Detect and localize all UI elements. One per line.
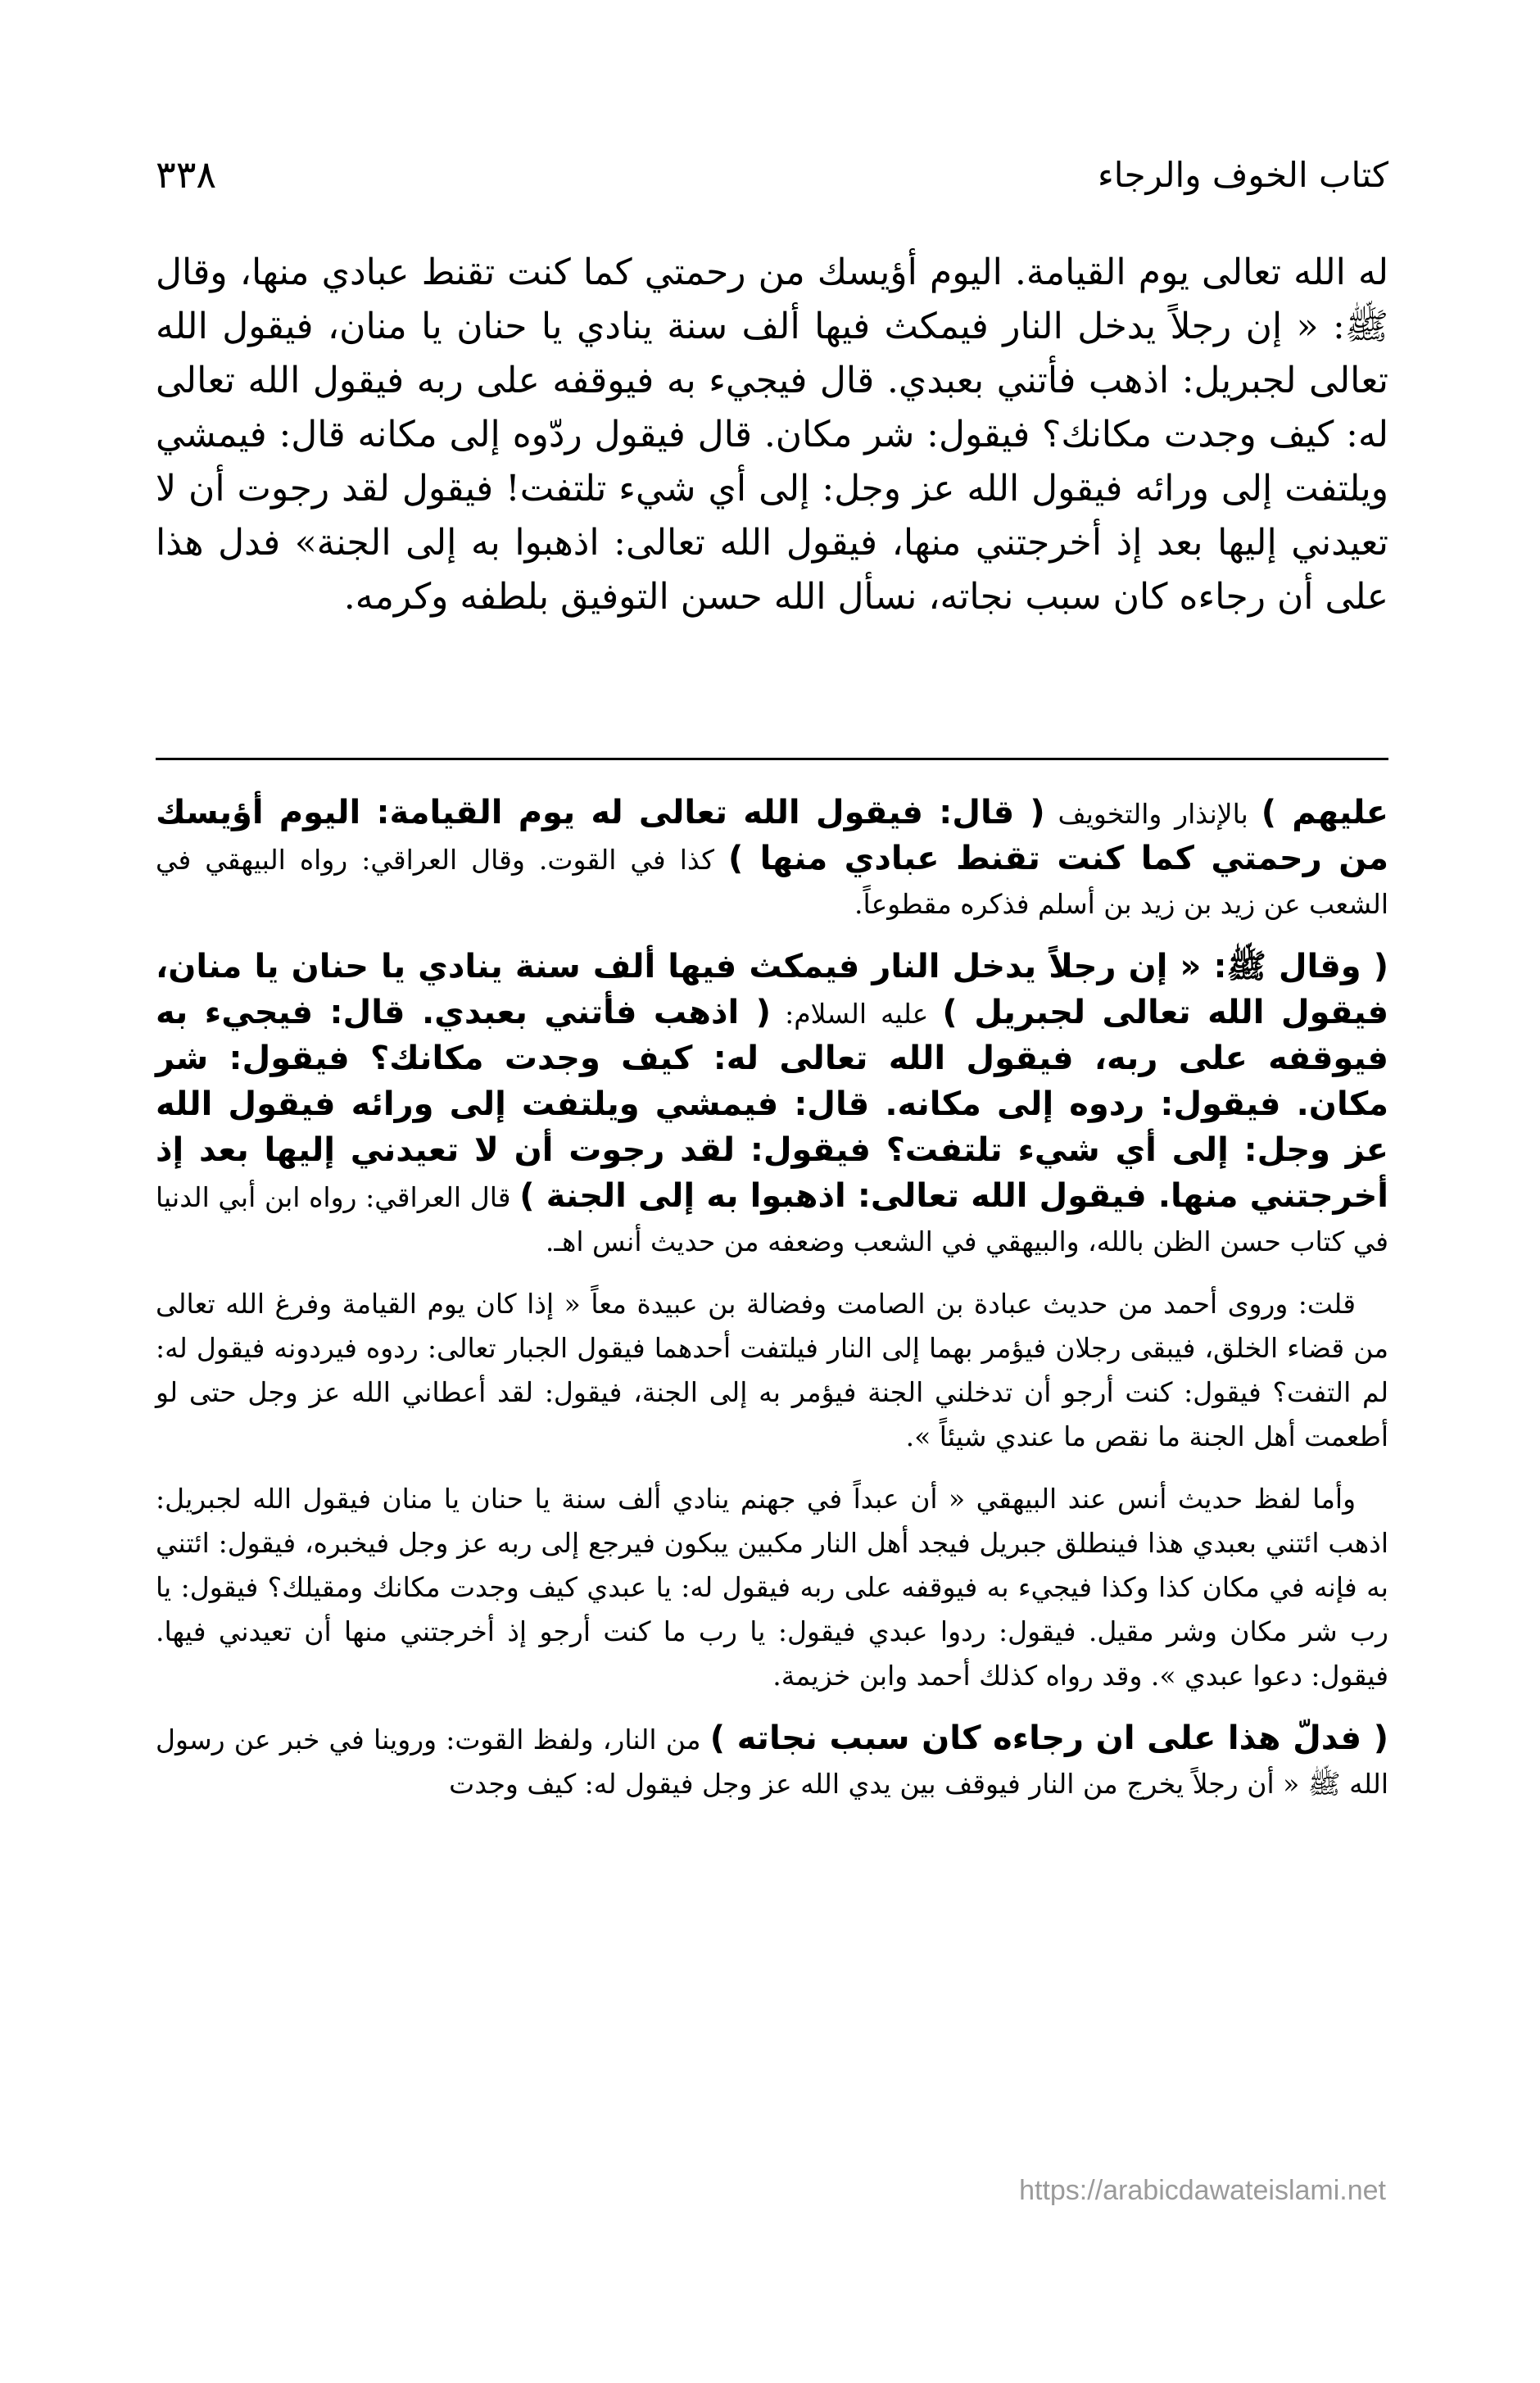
main-text-block [156,246,1388,624]
bold-quote: ( قال: فيقول الله تعالى له يوم القيامة: اليوم أؤيسك من رحمتي كما كنت تقنط عبادي منها ) [156,794,1388,877]
commentary-paragraph-5 [156,1716,1388,1806]
bold-quote: ( اذهب فأتني بعبدي. قال: فيجيء به فيوقفه على ربه، فيقول الله تعالى له: كيف وجدت مكانك؟ فيقول: شر مكان. فيقول: ردوه إلى مكانه. قال: فيمشي ويلتفت إلى ورائه فيقول الله عز وجل: إلى أي شيء تلتفت؟ فيقول: لقد رجوت أن لا تعيدني إليها بعد إذ أخرجتني منها. فيقول الله تعالى: اذهبوا به إلى الجنة ) [156,994,1388,1215]
commentary-text: قال العراقي: رواه ابن أبي الدنيا في كتاب حسن الظن بالله، والبيهقي في الشعب وضعفه من حديث أنس اهـ. [156,1181,1388,1257]
commentary-text: عليه السلام: [771,998,943,1030]
separator-line [156,758,1388,760]
commentary-paragraph-3: قلت: وروى أحمد من حديث عبادة بن الصامت وفضالة بن عبيدة معاً « إذا كان يوم القيامة وفرغ الله تعالى من قضاء الخلق، فيبقى رجلان فيؤمر بهما إلى النار فيلتفت أحدهما فيقول الجبار تعالى: ردوه فيردونه فيقول له: لم التفت؟ فيقول: كنت أرجو أن تدخلني الجنة فيؤمر به إلى الجنة، فيقول: لقد أعطاني الله عز وجل حتى لو أطعمت أهل الجنة ما نقص ما عندي شيئاً ». [156,1288,1388,1452]
commentary-text: بالإنذار والتخويف [1044,798,1261,830]
page-number: ٣٣٨ [156,152,217,197]
commentary-paragraph-2 [156,945,1388,1264]
commentary-paragraph-1 [156,791,1388,926]
running-title: كتاب الخوف والرجاء [1098,154,1388,195]
commentary-block [156,791,1388,1824]
commentary-paragraph-4: وأما لفظ حديث أنس عند البيهقي « أن عبداً في جهنم ينادي ألف سنة يا حنان يا منان فيقول الله لجبريل: اذهب ائتني بعبدي هذا فينطلق جبريل فيجد أهل النار مكبين يبكون فيرجع إلى ربه عز وجل فيخبره، فيقول: ائتني به فإنه في مكان كذا وكذا فيجيء به فيوقفه على ربه فيقول له: يا عبدي كيف وجدت مكانك ومقيلك؟ فيقول: يا رب شر مكان وشر مقيل. فيقول: ردوا عبدي فيقول: يا رب ما كنت أرجو إذ أخرجتني منها أن تعيدني فيها. فيقول: دعوا عبدي ». وقد رواه كذلك أحمد وابن خزيمة. [156,1483,1388,1692]
commentary-text: من النار، ولفظ القوت: وروينا في خبر عن رسول الله ﷺ « أن رجلاً يخرج من النار فيوقف بين يدي الله عز وجل فيقول له: كيف وجدت [156,1724,1388,1800]
bold-quote: ( وقال ﷺ: « إن رجلاً يدخل النار فيمكث فيها ألف سنة ينادي يا حنان يا منان، فيقول الله تعالى لجبريل ) [156,948,1389,1031]
bold-quote: ( فدلّ هذا على ان رجاءه كان سبب نجاته ) [709,1719,1388,1757]
commentary-text: كذا في القوت. وقال العراقي: رواه البيهقي في الشعب عن زيد بن زيد بن أسلم فذكره مقطوعاً. [156,844,1388,920]
watermark-url: https://arabicdawateislami.net [1019,2175,1386,2206]
main-paragraph: له الله تعالى يوم القيامة. اليوم أؤيسك من رحمتي كما كنت تقنط عبادي منها، وقال ﷺ: « إن رجلاً يدخل النار فيمكث فيها ألف سنة ينادي يا حنان يا منان، فيقول الله تعالى لجبريل: اذهب فأتني بعبدي. قال فيجيء به فيوقفه على ربه فيقول الله تعالى له: كيف وجدت مكانك؟ فيقول: شر مكان. قال فيقول ردّوه إلى مكانه قال: فيمشي ويلتفت إلى ورائه فيقول الله عز وجل: إلى أي شيء تلتفت! فيقول لقد رجوت أن لا تعيدني إليها بعد إذ أخرجتني منها، فيقول الله تعالى: اذهبوا به إلى الجنة» فدل هذا على أن رجاءه كان سبب نجاته، نسأل الله حسن التوفيق بلطفه وكرمه. [156,251,1389,618]
page-header [156,146,1388,203]
bold-lemma: عليهم ) [1261,794,1388,831]
